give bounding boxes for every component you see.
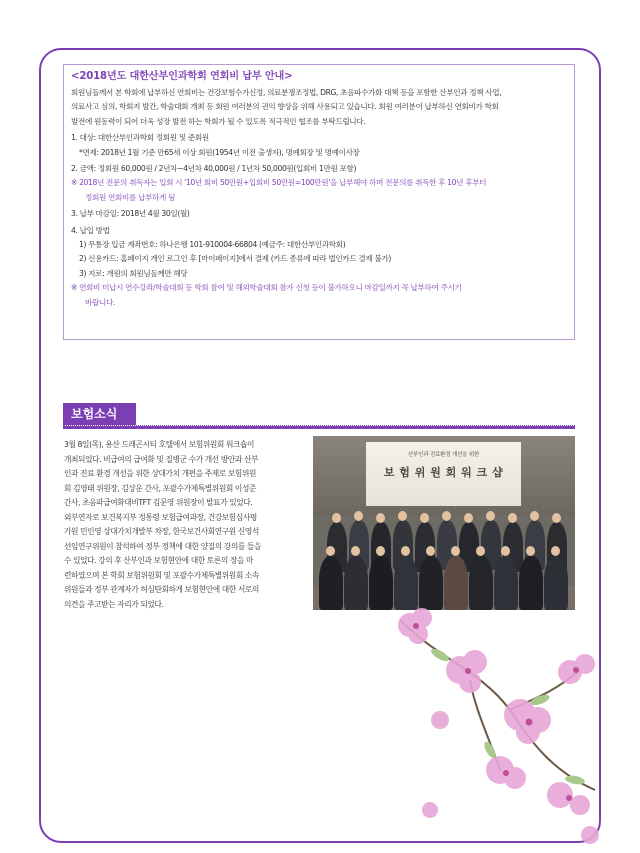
notice-item-deadline: 3. 납부 마감일: 2018년 4월 30일(월) — [71, 209, 190, 219]
banner-title: 보 험 위 원 회 워 크 샵 — [383, 466, 504, 479]
notice-exemption: *면제: 2018년 1월 기준 만65세 이상 회원(1954년 이전 출생자), 명예회장 및 명예이사장 — [79, 147, 360, 157]
insurance-article — [64, 438, 308, 612]
payment-method-giro: 3) 지로: 개원의 회원님들께만 해당 — [79, 268, 188, 278]
article-line: 3월 8일(목), 용산 드래곤시티 호텔에서 보험위원회 워크숍이 — [64, 440, 255, 449]
article-line: 외부연자로 보건복지부 정통령 보험급여과장, 건강보험심사평 — [64, 512, 257, 522]
notice-intro-line: 의료사고 심의, 학회지 발간, 학술대회 개최 등 회원 여러분의 권익 향상을 위해 사용되고 있습니다. 회원 여러분이 납부하신 연회비가 학회 — [71, 102, 499, 112]
notice-intro-line: 회원님들께서 본 학회에 납부하신 연회비는 건강보험수가신정, 의료분쟁조정법, DRG, 초음파수가화 대책 등을 포함한 산부인과 정책 사업, — [71, 88, 502, 97]
article-line: 가원 민인영 상대가치개발부 차장, 한국보건사회연구원 신영석 — [64, 527, 259, 536]
notice-unpaid-warning: ※ 연회비 미납시 연수강좌/학술대회 등 학회 참여 및 해외학술대회 참가 신청 등이 불가하오니 마감일까지 꼭 납부하여 주시기 — [71, 283, 462, 293]
workshop-banner — [366, 442, 521, 506]
section-title: 보험소식 — [63, 403, 136, 425]
section-divider — [63, 426, 575, 429]
article-line: 개최되었다. 비급여의 급여화 및 질병군 수가 개선 방안과 산부 — [64, 454, 259, 464]
notice-specialist-note: ※ 2018년 전문의 취득자는 입회 시 '10년 회비 50만원+입회비 50만원=100만원'을 납부해야 하며 전문의를 취득한 후 10년 후부터 — [71, 178, 487, 188]
notice-title: <2018년도 대한산부인과학회 연회비 납부 안내> — [71, 71, 293, 82]
article-line: 수 있었다. 강의 후 산부인과 보험현안에 대한 토론의 장을 마 — [64, 556, 254, 565]
payment-method-card: 2) 신용카드: 홈페이지 개인 로그인 후 [마이페이지]에서 결제 (카드 종류에 따라 법인카드 결제 불가) — [79, 254, 392, 264]
payment-method-bank: 1) 무통장 입금 계좌번호: 하나은행 101-910004-66804 (예금주: 대한산부인과학회) — [79, 240, 346, 250]
workshop-group-photo — [313, 436, 575, 610]
article-line: 련하였으며 본 학회 보험위원회 및 포괄수가제특별위원회 소속 — [64, 570, 259, 580]
article-line: 위원들과 정부 관계자가 허심탄회하게 보험현안에 대한 서로의 — [64, 585, 259, 594]
article-line: 선임연구위원이 참석하여 정부 정책에 대한 양질의 강의를 들을 — [64, 541, 261, 551]
banner-subtitle: 산부인과 진료환경 개선을 위한 — [407, 452, 480, 458]
notice-item-method: 4. 납입 방법 — [71, 225, 110, 235]
notice-intro-line: 발전에 원동력이 되어 더욱 성장 발전 하는 학회가 될 수 있도록 적극적인 협조를 부탁드립니다. — [71, 116, 366, 126]
insurance-news-header — [63, 403, 575, 426]
notice-specialist-note-cont: 정회원 연회비를 납부하게 됨 — [85, 192, 176, 202]
cherry-blossom-illustration — [380, 600, 600, 845]
notice-item-amount: 2. 금액: 정회원 60,000원 / 2년차~4년차 40,000원 / 1년차 50,000원(입회비 1만원 포함) — [71, 164, 357, 174]
article-line: 의견을 주고받는 자리가 되었다. — [64, 599, 164, 609]
article-line: 인과 진료 환경 개선을 위한 상대가치 개편을 주제로 보험위원 — [64, 469, 257, 478]
dues-notice-box — [63, 64, 575, 340]
article-line: 회 김영태 위원장, 김상운 간사, 포괄수가제특별위원회 이성준 — [64, 483, 257, 493]
notice-unpaid-warning-cont: 바랍니다. — [85, 297, 116, 307]
front-row-people — [319, 542, 569, 602]
article-line: 간사, 초음파급여화대비TFT 김문영 위원장이 발표가 있었다. — [64, 498, 253, 507]
notice-item-target: 1. 대상: 대한산부인과학회 정회원 및 준회원 — [71, 133, 209, 143]
